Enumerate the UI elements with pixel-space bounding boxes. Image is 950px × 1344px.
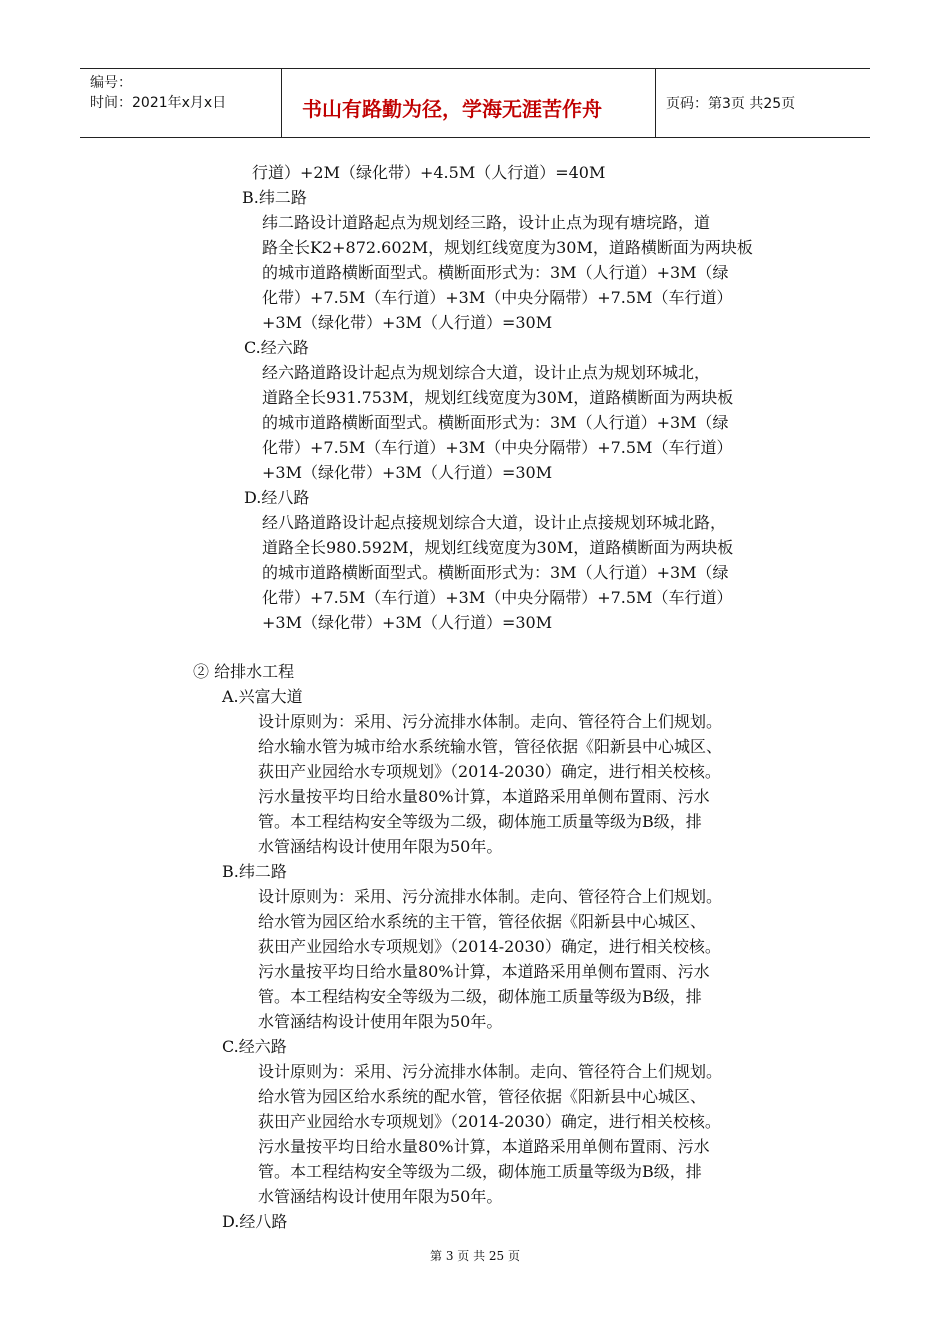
header-page-cell [658,69,870,137]
document-number-label: 编号： [90,75,132,91]
header-motto: 书山有路勤为径，学海无涯苦作舟 [302,97,602,121]
body-line: 纬二路设计道路起点为规划经三路，设计止点为现有塘垸路，道 [262,213,711,232]
body-line: B.纬二路 [222,862,287,881]
body-line: +3M（绿化带）+3M（人行道）=30M [262,613,553,632]
body-line: D.经八路 [244,488,310,507]
body-line: 的城市道路横断面型式。横断面形式为：3M（人行道）+3M（绿 [262,263,729,282]
header-meta [80,69,280,137]
document-date-label: 时间：2021年x月x日 [90,95,227,111]
body-line: 水管涵结构设计使用年限为50年。 [258,1187,503,1206]
body-line: ② 给排水工程 [193,662,295,681]
body-line: 水管涵结构设计使用年限为50年。 [258,837,503,856]
header-motto-cell [281,69,656,137]
page-footer: 第 3 页 共 25 页 [430,1249,520,1263]
body-line: 道路全长980.592M，规划红线宽度为30M，道路横断面为两块板 [262,538,734,557]
body-line: 污水量按平均日给水量80%计算，本道路采用单侧布置雨、污水 [258,1137,710,1156]
body-line: 污水量按平均日给水量80%计算，本道路采用单侧布置雨、污水 [258,962,710,981]
body-line: 经八路道路设计起点接规划综合大道，设计止点接规划环城北路， [262,513,727,532]
body-line: 化带）+7.5M（车行道）+3M（中央分隔带）+7.5M（车行道） [262,288,733,307]
body-line: 设计原则为：采用、污分流排水体制。走向、管径符合上们规划。 [258,1062,723,1081]
body-line: +3M（绿化带）+3M（人行道）=30M [262,463,553,482]
body-line: 荻田产业园给水专项规划》（2014-2030）确定，进行相关校核。 [258,937,721,956]
body-line: 经六路道路设计起点为规划综合大道，设计止点为规划环城北， [262,363,711,382]
body-line: D.经八路 [222,1212,288,1231]
body-line: 给水输水管为城市给水系统输水管，管径依据《阳新县中心城区、 [258,737,723,756]
body-line: B.纬二路 [242,188,307,207]
body-line: 行道）+2M（绿化带）+4.5M（人行道）=40M [252,163,606,182]
body-line: C.经六路 [222,1037,287,1056]
body-line: 管。本工程结构安全等级为二级，砌体施工质量等级为B级，排 [258,1162,702,1181]
body-line: 路全长K2+872.602M，规划红线宽度为30M，道路横断面为两块板 [262,238,753,257]
body-line: 管。本工程结构安全等级为二级，砌体施工质量等级为B级，排 [258,987,702,1006]
body-line: 设计原则为：采用、污分流排水体制。走向、管径符合上们规划。 [258,887,723,906]
body-line: 的城市道路横断面型式。横断面形式为：3M（人行道）+3M（绿 [262,413,729,432]
body-line: 管。本工程结构安全等级为二级，砌体施工质量等级为B级，排 [258,812,702,831]
body-line: C.经六路 [244,338,309,357]
body-line: A.兴富大道 [222,687,303,706]
body-line: 给水管为园区给水系统的主干管，管径依据《阳新县中心城区、 [258,912,707,931]
body-line: 道路全长931.753M，规划红线宽度为30M，道路横断面为两块板 [262,388,734,407]
body-line: 化带）+7.5M（车行道）+3M（中央分隔带）+7.5M（车行道） [262,588,733,607]
body-line: 污水量按平均日给水量80%计算，本道路采用单侧布置雨、污水 [258,787,710,806]
body-line: 荻田产业园给水专项规划》（2014-2030）确定，进行相关校核。 [258,762,721,781]
body-line: 给水管为园区给水系统的配水管，管径依据《阳新县中心城区、 [258,1087,707,1106]
body-line: 化带）+7.5M（车行道）+3M（中央分隔带）+7.5M（车行道） [262,438,733,457]
body-line: 设计原则为：采用、污分流排水体制。走向、管径符合上们规划。 [258,712,723,731]
body-line: 水管涵结构设计使用年限为50年。 [258,1012,503,1031]
body-line: 荻田产业园给水专项规划》（2014-2030）确定，进行相关校核。 [258,1112,721,1131]
page-header [80,68,870,138]
body-line: 的城市道路横断面型式。横断面形式为：3M（人行道）+3M（绿 [262,563,729,582]
header-page-number: 页码：第3页 共25页 [666,96,796,112]
body-line: +3M（绿化带）+3M（人行道）=30M [262,313,553,332]
